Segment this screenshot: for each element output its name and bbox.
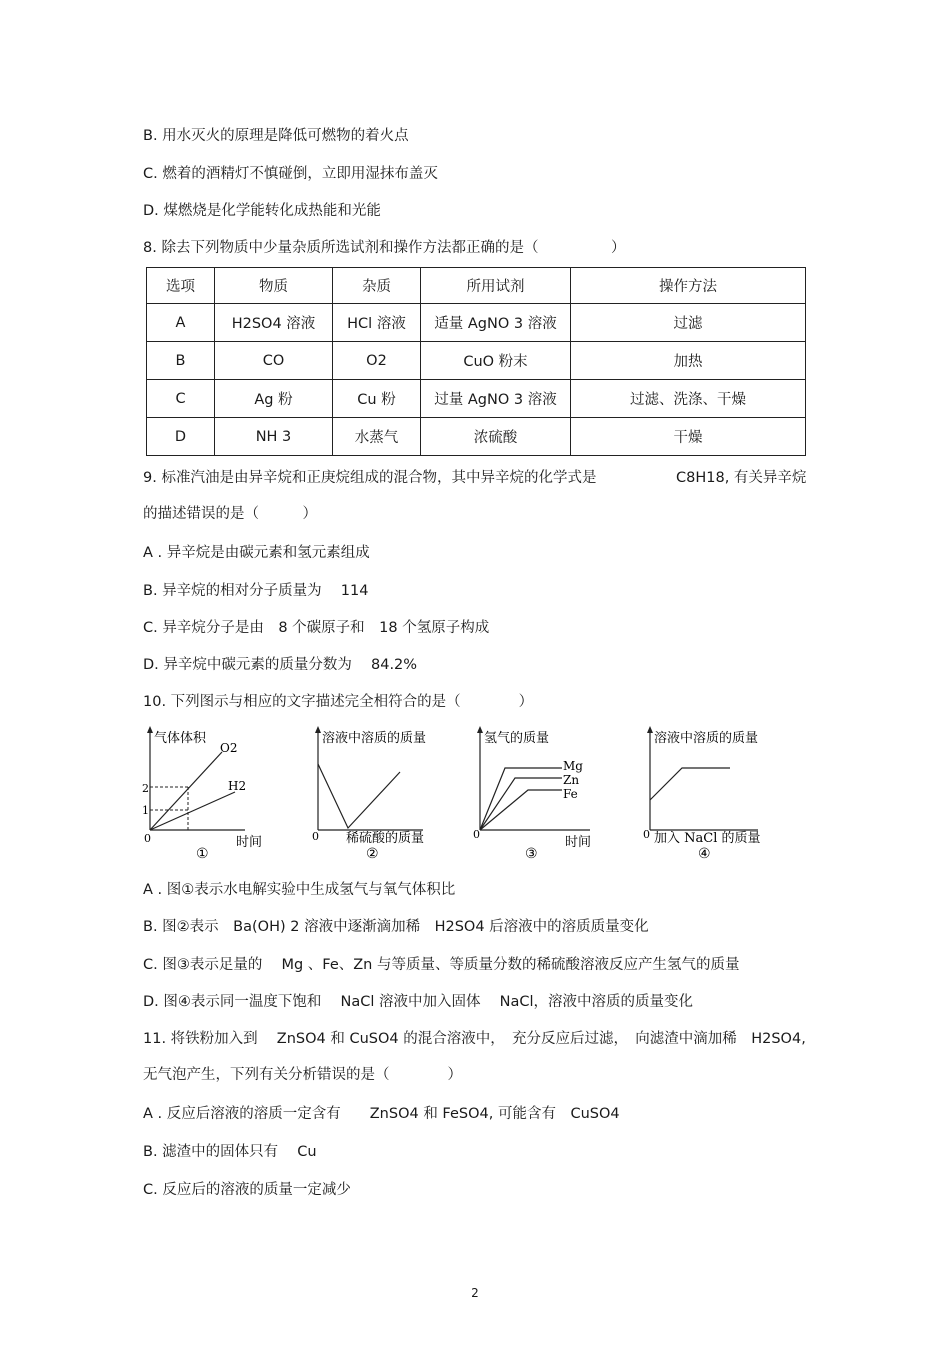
graph-1-o2-label: O2: [220, 741, 238, 755]
q9-option-d: D. 异辛烷中碳元素的质量分数为 84.2%: [143, 657, 418, 673]
q9-option-a: A . 异辛烷是由碳元素和氢元素组成: [143, 545, 370, 561]
table-row: [147, 342, 806, 380]
graph-3-ylabel: 氢气的质量: [484, 731, 550, 746]
q10-option-c: C. 图③表示足量的 Mg 、Fe、Zn 与等质量、等质量分数的稀硫酸溶液反应产生氢气的质量: [143, 957, 740, 973]
table-cell: 干燥: [571, 418, 806, 456]
graph-1: [140, 722, 270, 862]
q11-stem-cont: 无气泡产生，下列有关分析错误的是（ ）: [143, 1067, 462, 1083]
q9-stem-cont: 的描述错误的是（ ）: [143, 506, 317, 522]
q8-table: [146, 267, 806, 456]
table-cell: 适量 AgNO 3 溶液: [421, 304, 571, 342]
table-cell: H2SO4 溶液: [215, 304, 333, 342]
table-cell: D: [147, 418, 215, 456]
graph-1-origin: 0: [144, 832, 151, 845]
graph-2-ylabel: 溶液中溶质的质量: [322, 731, 427, 746]
graph-3-number: ③: [525, 846, 538, 862]
graph-2: [308, 722, 448, 862]
q9-formula: C8H18, 有关异辛烷: [676, 470, 807, 486]
table-cell: 浓硫酸: [421, 418, 571, 456]
graph-4-xlabel: 加入 NaCl 的质量: [654, 831, 761, 846]
table-cell: C: [147, 380, 215, 418]
q8-stem: 8. 除去下列物质中少量杂质所选试剂和操作方法都正确的是（ ）: [143, 240, 626, 256]
q10-option-b: B. 图②表示 Ba(OH) 2 溶液中逐渐滴加稀 H2SO4 后溶液中的溶质质量变化: [143, 919, 649, 935]
q9-option-c: C. 异辛烷分子是由 8 个碳原子和 18 个氢原子构成: [143, 620, 490, 636]
graph-3-mg-label: Mg: [563, 759, 583, 773]
graph-2-origin: 0: [312, 830, 319, 843]
q11-stem: 11. 将铁粉加入到 ZnSO4 和 CuSO4 的混合溶液中， 充分反应后过滤， 向滤渣中滴加稀 H2SO4,: [143, 1031, 806, 1047]
header-cell: 操作方法: [571, 268, 806, 304]
q11-option-a: A . 反应后溶液的溶质一定含有 ZnSO4 和 FeSO4, 可能含有 CuSO4: [143, 1106, 620, 1122]
graph-2-xlabel: 稀硫酸的质量: [346, 831, 425, 846]
graph-4-number: ④: [698, 846, 711, 862]
header-cell: 所用试剂: [421, 268, 571, 304]
q7-option-d: D. 煤燃烧是化学能转化成热能和光能: [143, 203, 381, 219]
q7-option-b: B. 用水灭火的原理是降低可燃物的着火点: [143, 128, 409, 144]
header-cell: 物质: [215, 268, 333, 304]
graph-4-origin: 0: [643, 828, 650, 841]
q7-option-c: C. 燃着的酒精灯不慎碰倒，立即用湿抹布盖灭: [143, 166, 438, 182]
table-header-row: [147, 268, 806, 304]
table-row: [147, 380, 806, 418]
q10-option-a: A . 图①表示水电解实验中生成氢气与氧气体积比: [143, 882, 456, 898]
graph-2-number: ②: [366, 846, 379, 862]
table-row: [147, 304, 806, 342]
graph-3: [470, 722, 600, 862]
table-cell: 过滤、洗涤、干燥: [571, 380, 806, 418]
graph-1-number: ①: [196, 846, 209, 862]
graph-3-fe-label: Fe: [563, 787, 578, 801]
graph-1-h2-label: H2: [228, 779, 247, 793]
table-cell: 水蒸气: [333, 418, 421, 456]
table-cell: 过量 AgNO 3 溶液: [421, 380, 571, 418]
table-cell: Cu 粉: [333, 380, 421, 418]
page-number: 2: [471, 1286, 479, 1300]
header-cell: 选项: [147, 268, 215, 304]
graph-4-ylabel: 溶液中溶质的质量: [654, 731, 759, 746]
graph-3-origin: 0: [473, 828, 480, 841]
table-cell: 加热: [571, 342, 806, 380]
table-cell: Ag 粉: [215, 380, 333, 418]
q11-option-b: B. 滤渣中的固体只有 Cu: [143, 1144, 317, 1160]
q11-option-c: C. 反应后的溶液的质量一定减少: [143, 1182, 351, 1198]
table-cell: A: [147, 304, 215, 342]
table-cell: HCl 溶液: [333, 304, 421, 342]
graph-3-zn-label: Zn: [563, 773, 580, 787]
q10-option-d: D. 图④表示同一温度下饱和 NaCl 溶液中加入固体 NaCl，溶液中溶质的质量变化: [143, 994, 693, 1010]
table-cell: O2: [333, 342, 421, 380]
table-cell: NH 3: [215, 418, 333, 456]
header-cell: 杂质: [333, 268, 421, 304]
table-cell: CuO 粉末: [421, 342, 571, 380]
graph-1-tick-2: 2: [142, 782, 149, 795]
q10-stem: 10. 下列图示与相应的文字描述完全相符合的是（ ）: [143, 694, 534, 710]
table-cell: CO: [215, 342, 333, 380]
table-cell: B: [147, 342, 215, 380]
graph-4: [640, 722, 780, 862]
table-cell: 过滤: [571, 304, 806, 342]
table-row: [147, 418, 806, 456]
graph-1-ylabel: 气体体积: [154, 731, 207, 746]
graph-3-xlabel: 时间: [565, 835, 592, 850]
graph-1-xlabel: 时间: [236, 835, 263, 850]
q9-stem: 9. 标准汽油是由异辛烷和正庚烷组成的混合物，其中异辛烷的化学式是: [143, 470, 597, 486]
graph-1-tick-1: 1: [142, 804, 149, 817]
q9-option-b: B. 异辛烷的相对分子质量为 114: [143, 583, 369, 599]
